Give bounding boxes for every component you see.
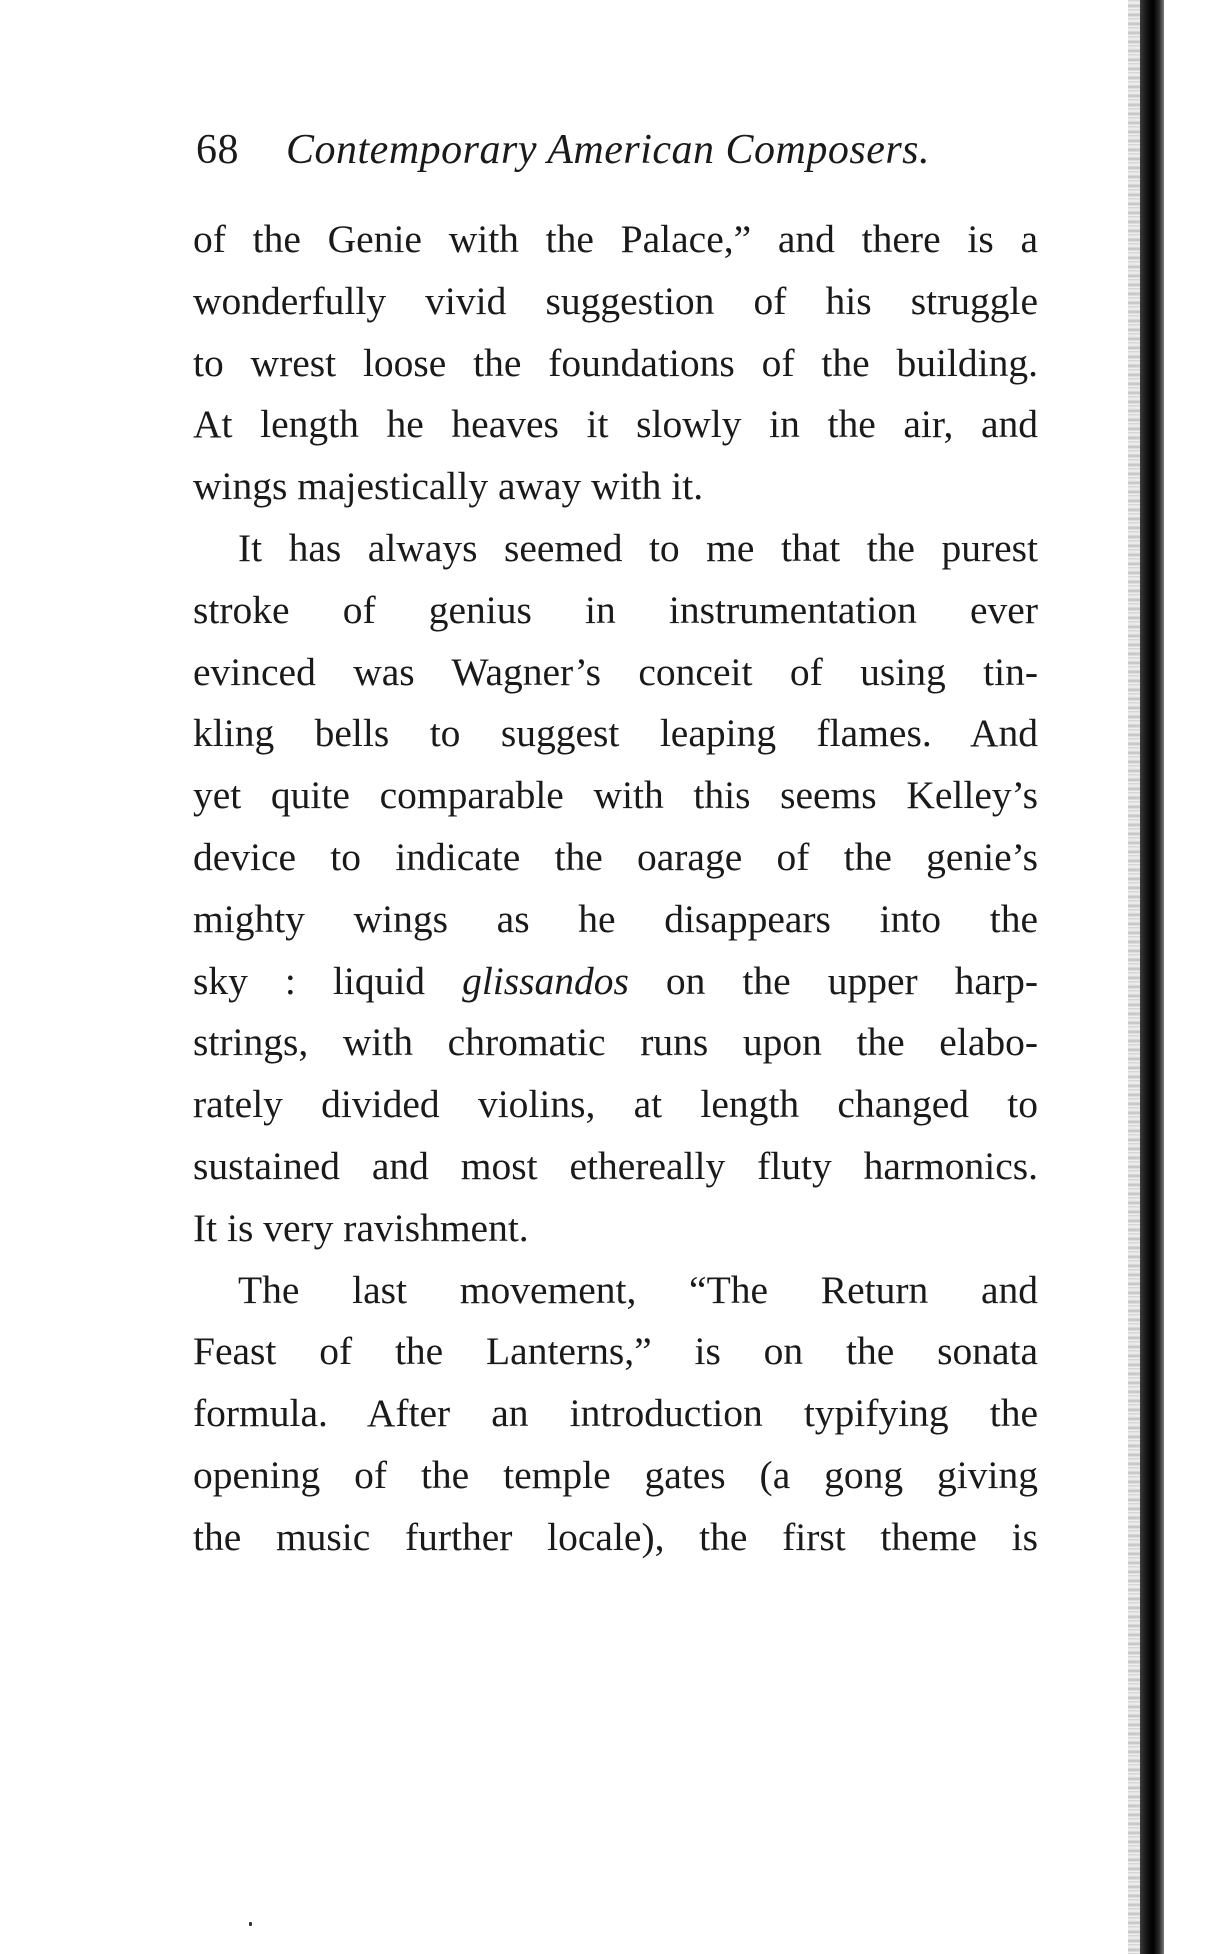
- text-line: sustained and most ethereally fluty harmonics.: [193, 1143, 1038, 1188]
- text-line: Feast of the Lanterns,” is on the sonata: [193, 1329, 1038, 1374]
- running-head: [196, 124, 930, 176]
- page-edge-shadow: [1128, 0, 1140, 1954]
- text-line: to wrest loose the foundations of the building.: [193, 340, 1038, 385]
- text-run: on the upper harp-: [665, 958, 1038, 1003]
- text-line: kling bells to suggest leaping flames. And: [193, 711, 1038, 756]
- italic-term: glissandos: [462, 958, 629, 1003]
- text-line: of the Genie with the Palace,” and there is a: [193, 217, 1038, 261]
- text-line: stroke of genius in instrumentation ever: [193, 587, 1038, 632]
- text-line: The last movement, “The Return and: [238, 1267, 1038, 1312]
- page-number: 68: [196, 127, 239, 173]
- text-line: yet quite comparable with this seems Kelley’s: [193, 773, 1038, 818]
- text-line-mixed: [193, 951, 1038, 1013]
- text-line: rately divided violins, at length changed to: [193, 1082, 1038, 1127]
- text-line: device to indicate the oarage of the genie’s: [193, 834, 1038, 879]
- text-line: strings, with chromatic runs upon the elabo-: [193, 1020, 1038, 1065]
- text-line: formula. After an introduction typifying the: [193, 1391, 1038, 1436]
- paragraph-2: [193, 518, 1038, 1260]
- text-line: It is very ravishment.: [193, 1205, 529, 1250]
- running-title: Contemporary American Composers.: [286, 127, 931, 173]
- paragraph-3: [193, 1260, 1038, 1569]
- text-line: the music further locale), the first theme is: [193, 1514, 1038, 1559]
- text-line: mighty wings as he disappears into the: [193, 896, 1038, 941]
- text-run: sky : liquid: [193, 958, 426, 1003]
- paragraph-1: [193, 209, 1038, 518]
- body-text: [193, 209, 1038, 1569]
- text-line: wonderfully vivid suggestion of his struggle: [193, 278, 1038, 323]
- text-line: evinced was Wagner’s conceit of using tin-: [193, 649, 1038, 694]
- text-line: At length he heaves it slowly in the air, and: [193, 402, 1038, 447]
- text-line: wings majestically away with it.: [193, 464, 704, 509]
- text-line: opening of the temple gates (a gong giving: [193, 1452, 1038, 1497]
- page-edge-binding: [1140, 0, 1164, 1954]
- ink-speck: [249, 1922, 252, 1926]
- text-line: It has always seemed to me that the purest: [238, 525, 1038, 570]
